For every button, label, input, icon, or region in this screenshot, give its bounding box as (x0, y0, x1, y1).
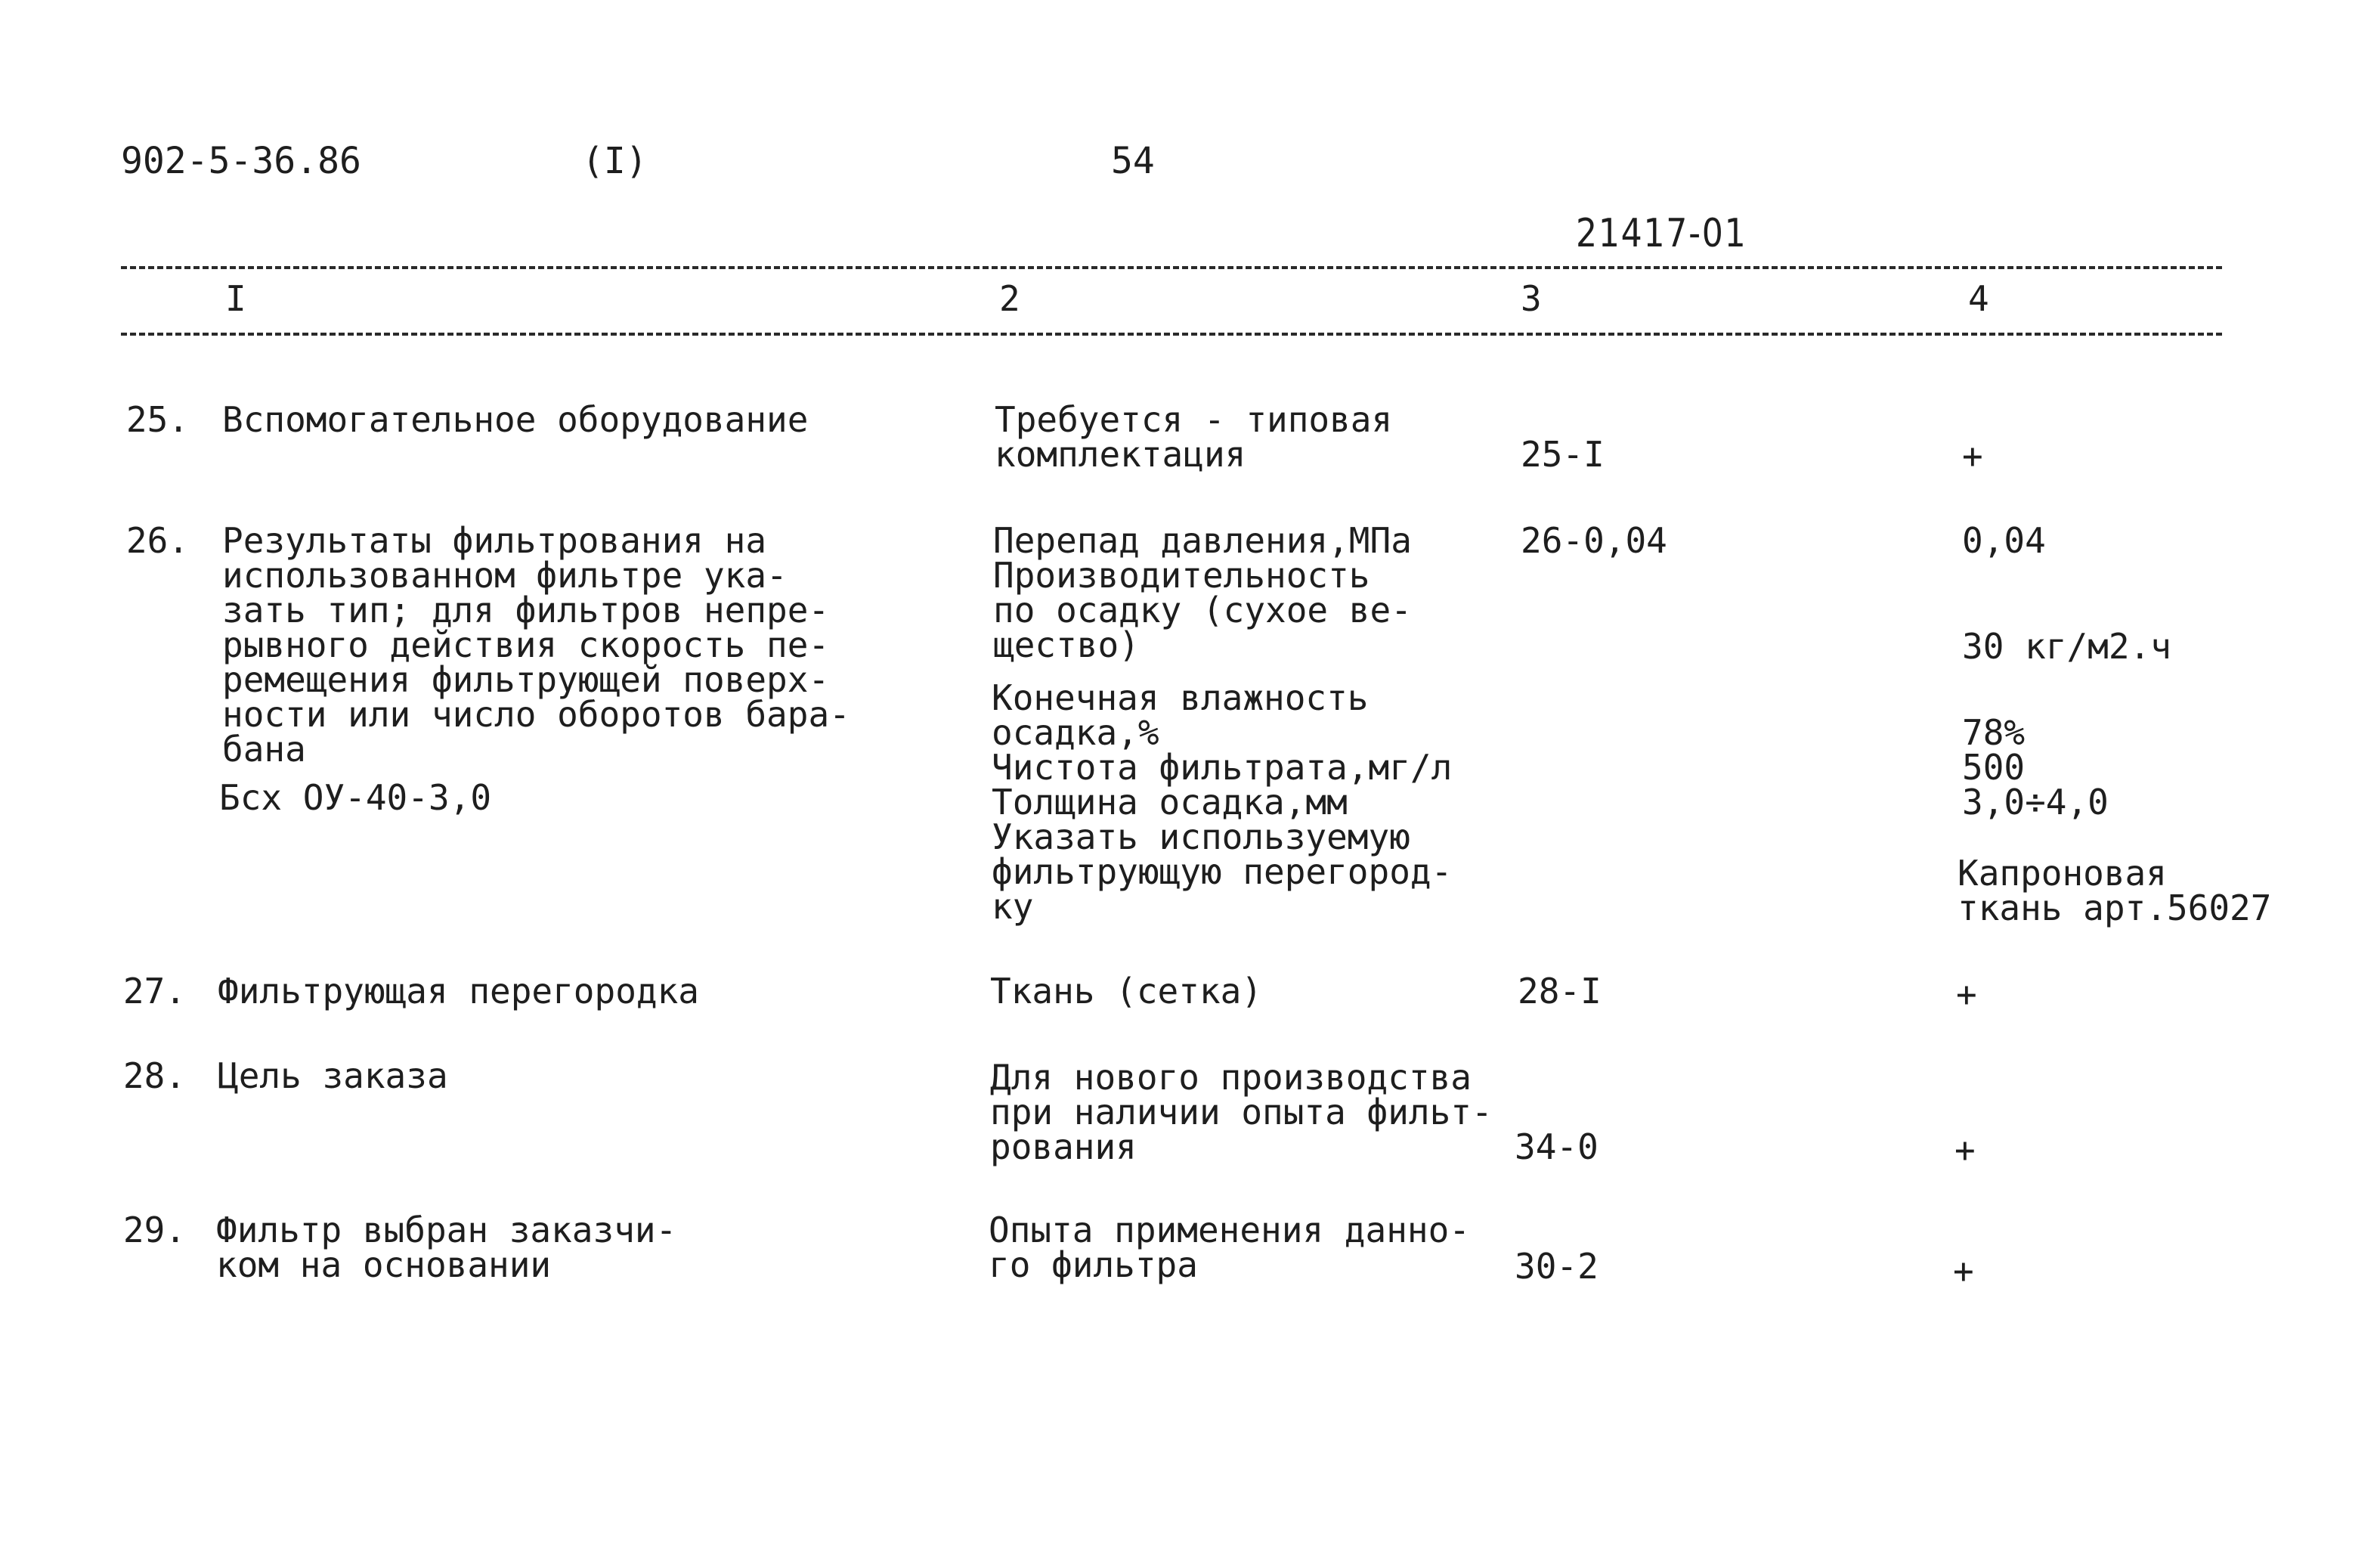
row-parameter: Фильтрующая перегородка (218, 971, 699, 1011)
row-requirement: Опыта применения данно- го фильтра (989, 1210, 1470, 1285)
document-part: (I) (582, 140, 648, 182)
row-number: 26. (125, 520, 189, 561)
row-mark: + (1962, 435, 1983, 476)
column-header-1: I (225, 278, 246, 319)
handwritten-inventory-number: 21417-01 (1576, 211, 1747, 256)
row-requirement: Ткань (сетка) (990, 971, 1263, 1011)
row-requirement: Перепад давления,МПа Производительность по осадку (сухое ве- щество) (993, 520, 1412, 665)
document-code: 902-5-36.86 (121, 140, 361, 182)
row-number: 25. (125, 399, 189, 440)
row-parameter: Фильтр выбран заказчи- ком на основании (216, 1210, 677, 1285)
row-code: 28-I (1518, 971, 1602, 1011)
row-number: 28. (122, 1055, 186, 1096)
row-mark: + (1953, 1250, 1974, 1291)
column-header-2: 2 (999, 278, 1020, 319)
row-parameter: Цель заказа (218, 1055, 448, 1096)
row-code: 34-0 (1515, 1126, 1599, 1167)
pressure-drop-value: 0,04 (1962, 520, 2046, 561)
moisture-purity-thickness-values: 78% 500 3,0÷4,0 (1962, 712, 2109, 823)
filter-cloth-value: Капроновая ткань арт.56027 (1958, 853, 2272, 928)
row-parameter: Результаты фильтрования на использованном фильтре ука- зать тип; для фильтров непре- рывного действия скорость пе- ремещения фильтрующей поверх- ности или число оборотов бара- бана (222, 520, 850, 770)
row-number: 29. (122, 1210, 186, 1250)
column-header-3: 3 (1521, 278, 1542, 319)
row-requirement-continued: Конечная влажность осадка,% Чистота фильтрата,мг/л Толщина осадка,мм Указать используемую фильтрующую перегород- ку (992, 677, 1453, 927)
row-parameter: Вспомогательное оборудование (222, 399, 809, 440)
header-rule-bottom (121, 333, 2222, 336)
row-code: 26-0,04 (1521, 520, 1667, 561)
header-rule-top (121, 266, 2222, 269)
page-number: 54 (1111, 140, 1155, 182)
row-mark: + (1956, 974, 1977, 1015)
row-number: 27. (122, 971, 186, 1011)
row-code: 25-I (1521, 434, 1605, 475)
row-requirement: Для нового производства при наличии опыта фильт- рования (990, 1057, 1493, 1167)
row-mark: + (1954, 1129, 1976, 1170)
row-requirement: Требуется - типовая комплектация (995, 399, 1393, 475)
productivity-value: 30 кг/м2.ч (1962, 626, 2171, 667)
column-header-4: 4 (1968, 278, 1989, 319)
filter-model: Бсх ОУ-40-3,0 (219, 777, 492, 818)
row-code: 30-2 (1515, 1246, 1599, 1287)
